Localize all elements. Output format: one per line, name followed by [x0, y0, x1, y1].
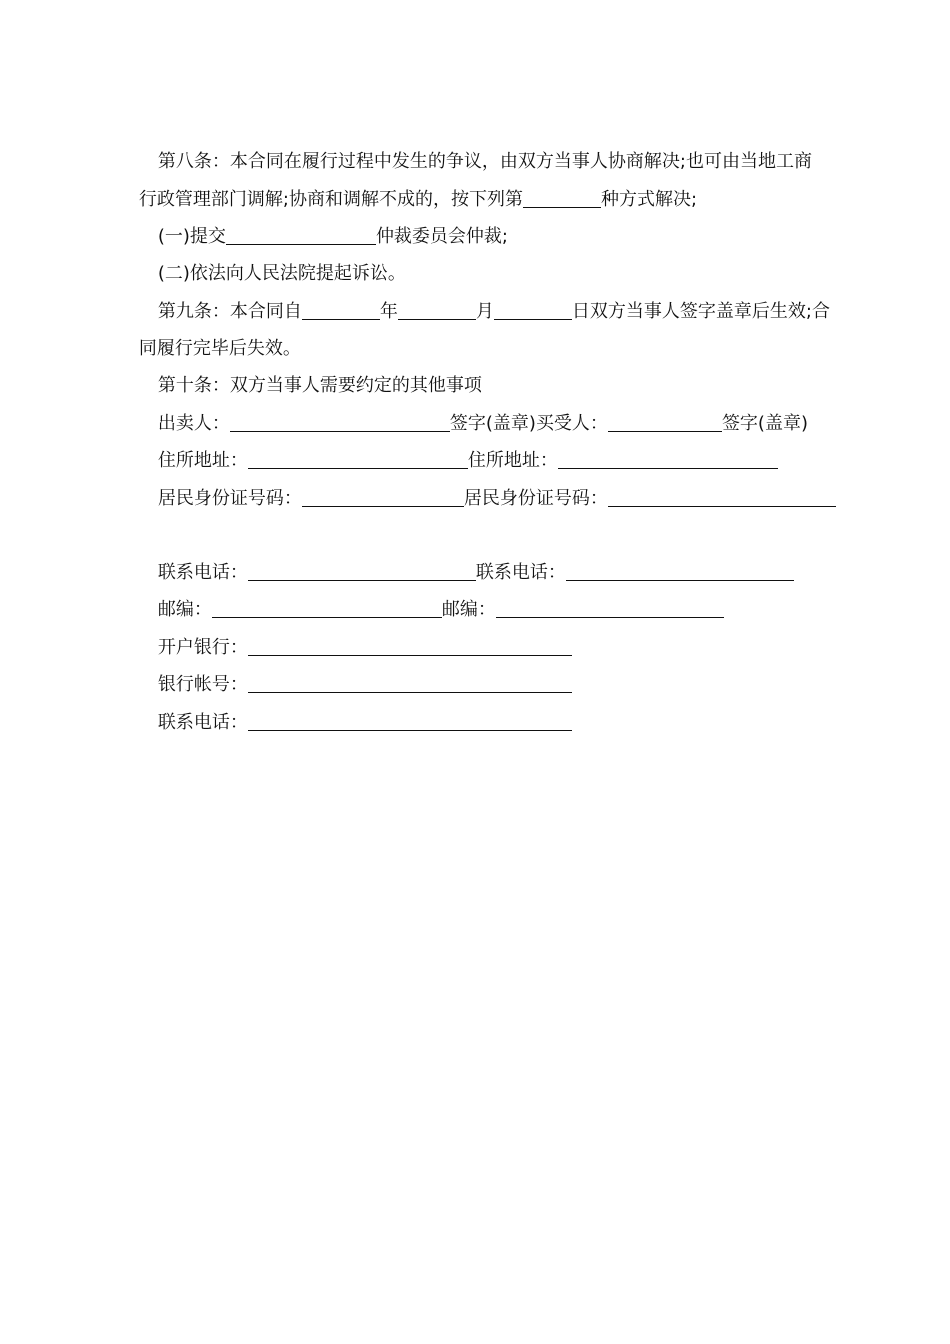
seller-id-blank[interactable]: [302, 488, 464, 507]
id-number-line: [135, 463, 836, 535]
article-8-text-a: 行政管理部门调解;协商和调解不成的，按下列第: [138, 189, 523, 210]
buyer-address-label: 住所地址：: [467, 450, 558, 471]
buyer-id-blank[interactable]: [608, 488, 836, 507]
month-label: 月: [475, 301, 494, 322]
phone-label-3: 联系电话：: [157, 712, 248, 733]
article-9-text-b: 日双方当事人签字盖章后生效;合: [571, 301, 830, 322]
article-8-text: 第八条：本合同在履行过程中发生的争议，由双方当事人协商解决;也可由当地工商: [157, 151, 812, 172]
article-9-text-a: 第九条：本合同自: [157, 301, 302, 322]
seller-id-label: 居民身份证号码：: [157, 488, 302, 509]
seller-phone-label: 联系电话：: [157, 562, 248, 583]
seller-address-label: 住所地址：: [157, 450, 248, 471]
bank-label: 开户银行：: [157, 637, 248, 658]
option-1-text-b: 仲裁委员会仲裁;: [375, 226, 509, 247]
seller-label: 出卖人：: [157, 413, 230, 434]
option-1-text-a: (一)提交: [157, 226, 226, 247]
buyer-label: 买受人：: [535, 413, 608, 434]
option-2-text: (二)依法向人民法院提起诉讼。: [157, 263, 406, 284]
year-label: 年: [379, 301, 398, 322]
account-label: 银行帐号：: [157, 674, 248, 695]
year-blank[interactable]: [302, 301, 380, 320]
phone-line-2: [135, 687, 572, 759]
seller-postcode-label: 邮编：: [157, 599, 212, 620]
phone-blank-3[interactable]: [248, 712, 572, 731]
buyer-phone-label: 联系电话：: [475, 562, 566, 583]
buyer-postcode-label: 邮编：: [441, 599, 496, 620]
month-blank[interactable]: [398, 301, 476, 320]
article-8-text-b: 种方式解决;: [600, 189, 698, 210]
seller-sign-seal: 签字(盖章): [449, 413, 536, 434]
day-blank[interactable]: [494, 301, 572, 320]
buyer-id-label: 居民身份证号码：: [463, 488, 608, 509]
buyer-sign-seal: 签字(盖章): [721, 413, 808, 434]
article-9-text-c: 同履行完毕后失效。: [138, 338, 301, 359]
article-10-text: 第十条：双方当事人需要约定的其他事项: [157, 375, 482, 396]
method-number-blank[interactable]: [523, 189, 601, 208]
